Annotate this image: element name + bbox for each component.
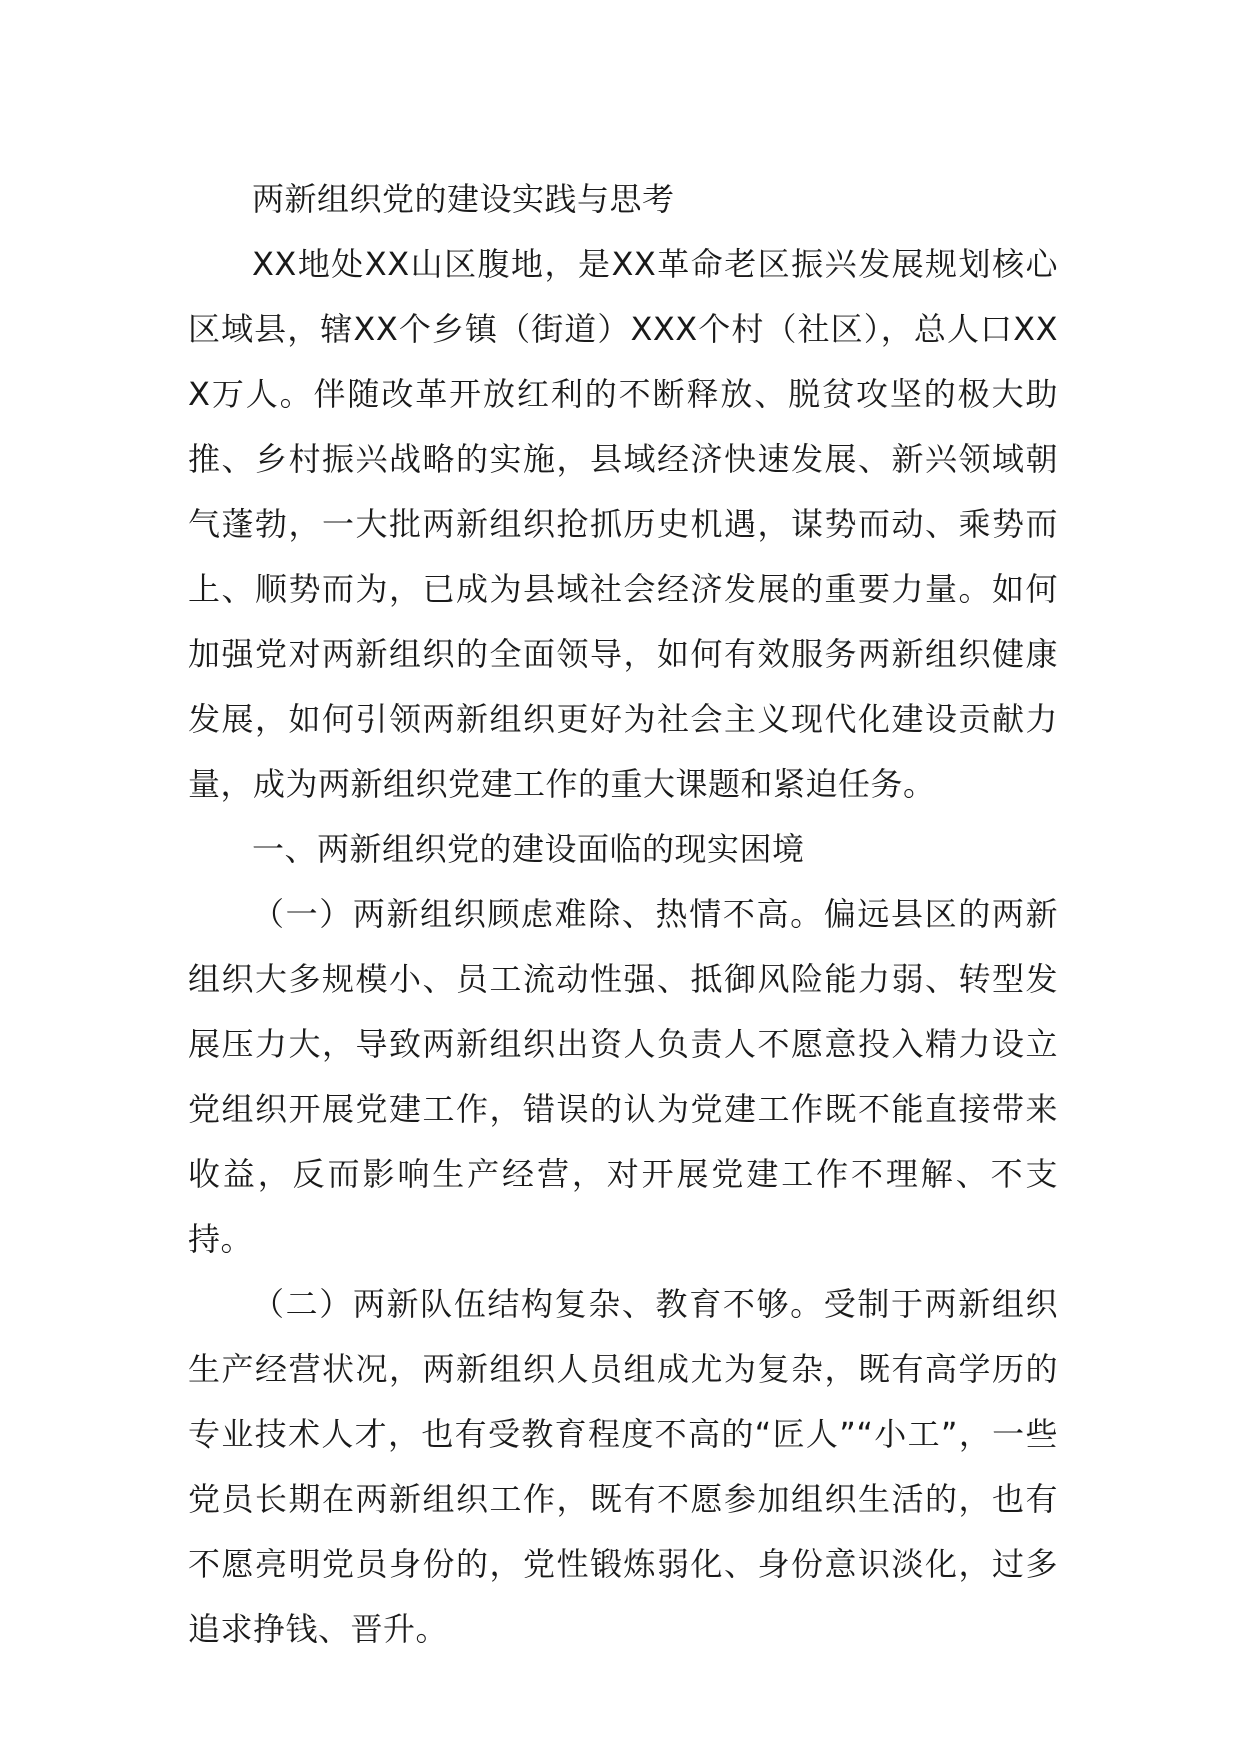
intro-paragraph: XX地处XX山区腹地，是XX革命老区振兴发展规划核心区域县，辖XX个乡镇（街道）XXX个村（社区），总人口XXX万人。伴随改革开放红利的不断释放、脱贫攻坚的极大助推、乡村振兴战略的实施，县域经济快速发展、新兴领域朝气蓬勃，一大批两新组织抢抓历史机遇，谋势而动、乘势而上、顺势而为，已成为县域社会经济发展的重要力量。如何加强党对两新组织的全面领导，如何有效服务两新组织健康发展，如何引领两新组织更好为社会主义现代化建设贡献力量，成为两新组织党建工作的重大课题和紧迫任务。 bbox=[188, 245, 1058, 803]
section-heading: 一、两新组织党的建设面临的现实困境 bbox=[252, 830, 805, 868]
subsection-paragraph-2: （二）两新队伍结构复杂、教育不够。受制于两新组织生产经营状况，两新组织人员组成尤为复杂，既有高学历的专业技术人才，也有受教育程度不高的“匠人”“小工”，一些党员长期在两新组织工作，既有不愿参加组织生活的，也有不愿亮明党员身份的，党性锻炼弱化、身份意识淡化，过多追求挣钱、晋升。 bbox=[188, 1285, 1058, 1648]
document-body bbox=[188, 167, 1058, 1662]
document-title: 两新组织党的建设实践与思考 bbox=[252, 180, 675, 218]
subsection-paragraph-1: （一）两新组织顾虑难除、热情不高。偏远县区的两新组织大多规模小、员工流动性强、抵御风险能力弱、转型发展压力大，导致两新组织出资人负责人不愿意投入精力设立党组织开展党建工作，错误的认为党建工作既不能直接带来收益，反而影响生产经营，对开展党建工作不理解、不支持。 bbox=[188, 895, 1058, 1258]
